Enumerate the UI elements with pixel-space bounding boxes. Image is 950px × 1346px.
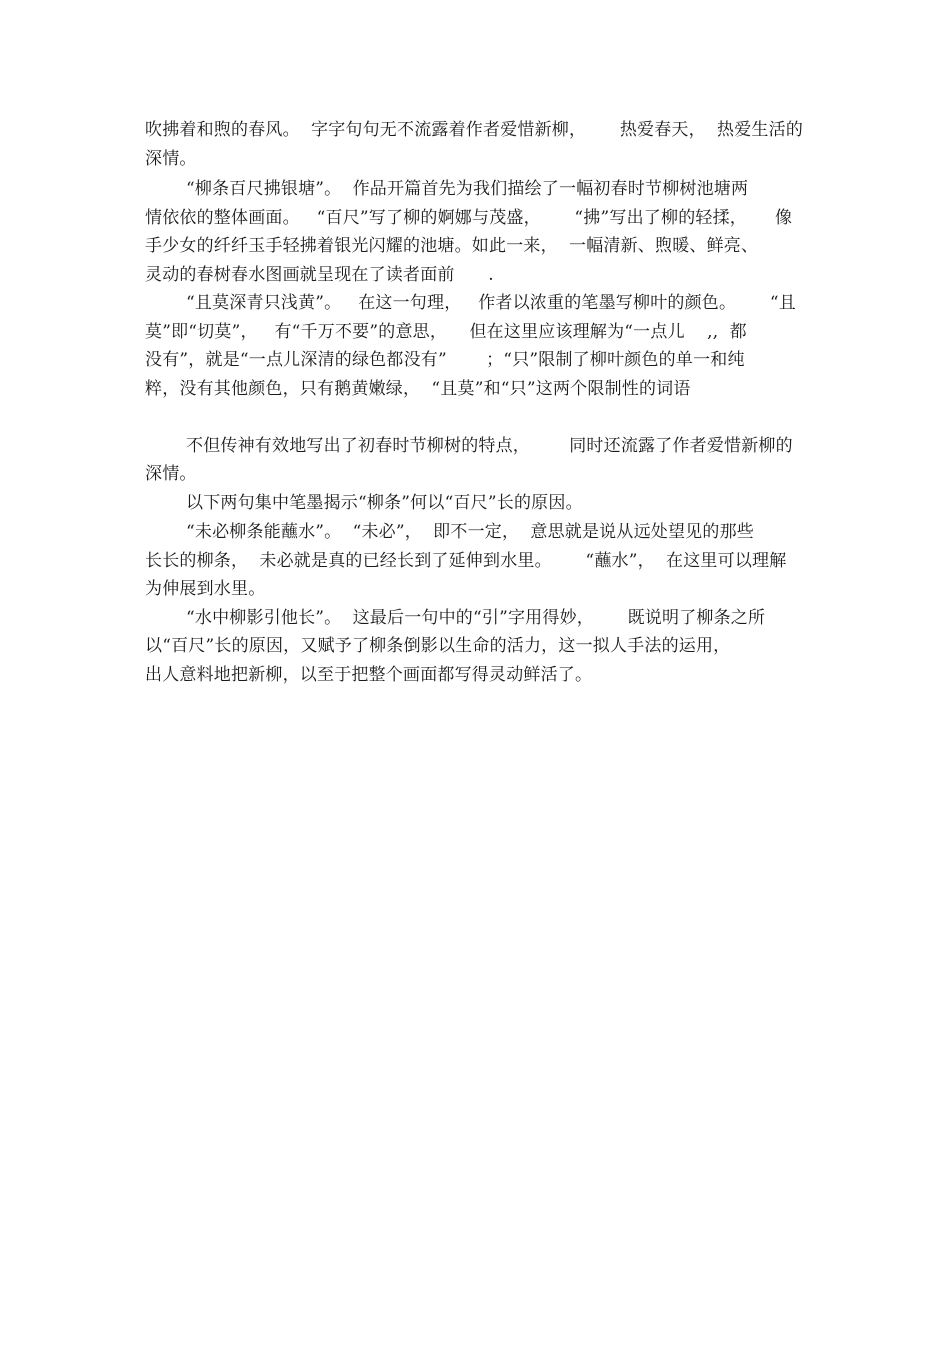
text-line: “未必柳条能蘸水”。 “未必”， 即不一定， 意思就是说从远处望见的那些 xyxy=(186,522,754,542)
text-line: 吹拂着和煦的春风。 字字句句无不流露着作者爱惜新柳， 热爱春天， 热爱生活的 xyxy=(145,120,804,140)
text-line: 没有”，就是“一点儿深清的绿色都没有” ；“只”限制了柳叶颜色的单一和纯 xyxy=(145,350,745,370)
text-line: 以下两句集中笔墨揭示“柳条”何以“百尺”长的原因。 xyxy=(186,493,583,513)
text-line: 情依依的整体画面。 “百尺”写了柳的婀娜与茂盛， “拂”写出了柳的轻揉， 像 xyxy=(145,208,793,228)
text-line: 粹，没有其他颜色，只有鹅黄嫩绿， “且莫”和“只”这两个限制性的词语 xyxy=(145,379,691,399)
text-line: 不但传神有效地写出了初春时节柳树的特点， 同时还流露了作者爱惜新柳的 xyxy=(186,436,793,456)
text-line: “柳条百尺拂银塘”。 作品开篇首先为我们描绘了一幅初春时节柳树池塘两 xyxy=(186,179,749,199)
text-line: 长长的柳条， 未必就是真的已经长到了延伸到水里。 “蘸水”， 在这里可以理解 xyxy=(145,551,787,571)
text-line: 莫”即“切莫”， 有“千万不要”的意思， 但在这里应该理解为“一点儿 ,, 都 xyxy=(145,322,747,342)
text-line: 为伸展到水里。 xyxy=(145,579,266,599)
text-line: 以“百尺”长的原因，又赋予了柳条倒影以生命的活力，这一拟人手法的运用， xyxy=(145,636,731,656)
text-line: 深情。 xyxy=(145,149,197,169)
text-line: “水中柳影引他长”。 这最后一句中的“引”字用得妙， 既说明了柳条之所 xyxy=(186,608,766,628)
text-line: 灵动的春树春水图画就呈现在了读者面前 . xyxy=(145,265,494,285)
text-line: 出人意料地把新柳，以至于把整个画面都写得灵动鲜活了。 xyxy=(145,665,593,685)
text-line: 深情。 xyxy=(145,464,197,484)
text-line: 手少女的纤纤玉手轻拂着银光闪耀的池塘。如此一来， 一幅清新、煦暖、鲜亮、 xyxy=(145,236,759,256)
text-line: “且莫深青只浅黄”。 在这一句理， 作者以浓重的笔墨写柳叶的颜色。 “且 xyxy=(186,293,796,313)
